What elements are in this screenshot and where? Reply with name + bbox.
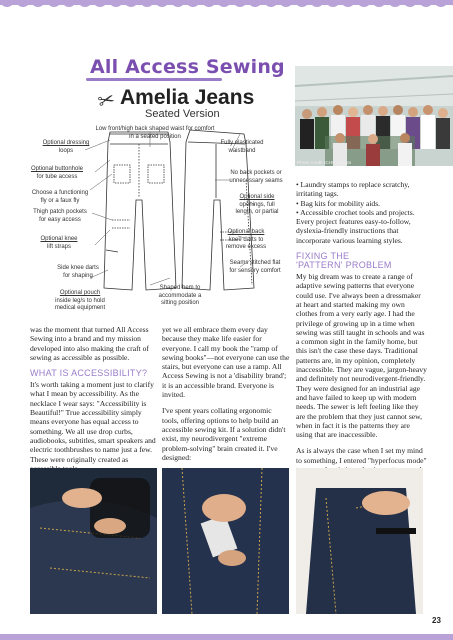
heading-pattern-problem: FIXING THE 'PATTERN' PROBLEM — [296, 251, 392, 271]
scallop-dot — [93, 0, 107, 7]
diagram-title: Amelia Jeans — [120, 86, 255, 109]
label-hem: Shaped hem to accommodate a sitting position — [158, 285, 202, 306]
label-buttonhole: Optional buttonhole for tube access — [30, 166, 84, 180]
label-side-knee-darts: Side knee darts for shaping — [57, 265, 99, 279]
scallop-dot — [419, 0, 433, 7]
column-1 — [30, 325, 158, 480]
scallop-dot — [233, 0, 247, 7]
bottom-strip — [0, 634, 453, 640]
scallop-dot — [310, 0, 324, 7]
scallop-dot — [47, 0, 61, 7]
scallop-dot — [0, 0, 14, 7]
label-thigh-pockets: Thigh patch pockets for easy access — [33, 209, 87, 223]
photo-jeans-3 — [296, 468, 423, 614]
col3-bullet4: • Accessible crochet tools and projects. — [296, 207, 415, 217]
label-fly: Choose a functioning fly or a faux fly — [31, 190, 89, 204]
col2-p1: yet we all embrace them every day because they make life easier for everyone. I call my book the "ramp of sewing books"—not everyone can use the stairs, but everyone can use a ramp. All Access Sewing is not a 'disability brand'; it is an accessible brand. Everyone is invited. — [162, 325, 290, 400]
scallop-dot — [202, 0, 216, 7]
scissors-icon: ✂ — [95, 88, 118, 114]
page-number: 23 — [432, 616, 441, 625]
scallop-dot — [450, 0, 453, 7]
scallop-dot — [186, 0, 200, 7]
brand-logo: All Access Sewing — [90, 56, 285, 78]
label-dressing-loops: Optional dressing loops — [42, 140, 90, 154]
scallop-dot — [279, 0, 293, 7]
column-3 — [296, 180, 428, 481]
label-seams: Seams stitched flat for sensory comfort — [229, 260, 281, 274]
label-side-openings: Optional side openings, full length, or partial — [235, 194, 279, 215]
photo-jeans-1 — [30, 468, 157, 614]
photo-credit: Photo credit ICHF Events — [297, 161, 352, 166]
diagram-subtitle: Seated Version — [145, 108, 220, 120]
scallop-dot — [295, 0, 309, 7]
col3-bullet3: • Bag kits for mobility aids. — [296, 198, 381, 208]
scallop-dot — [264, 0, 278, 7]
scallop-dot — [62, 0, 76, 7]
scallop-dot — [357, 0, 371, 7]
scallop-dot — [31, 0, 45, 7]
scallop-dot — [403, 0, 417, 7]
label-back-knee-darts: Optional back knee darts to remove excess — [225, 229, 267, 250]
group-photo — [295, 66, 453, 166]
col3-bullet2: • Laundry stamps to replace scratchy, irritating tags. — [296, 180, 410, 199]
label-waist: Low front/high back shaped waist for comfort in a seated position — [95, 126, 215, 140]
heading-accessibility: WHAT IS ACCESSIBILITY? — [30, 368, 148, 379]
photo-jeans-2 — [162, 468, 289, 614]
label-back-pockets: No back pockets or unnecessary seams — [229, 170, 283, 184]
scallop-dot — [217, 0, 231, 7]
col3-p3: As is always the case when I set my mind to something, I entered "hyperfocus mode" — [296, 446, 427, 465]
scallop-dot — [171, 0, 185, 7]
col3-p1: Every project features easy-to-follow, dyslexia-friendly instructions that incorporate various learning styles. — [296, 217, 411, 245]
col1-intro: was the moment that turned All Access Sewing into a brand and my mission developed into also making the craft of sewing as accessible as possible. — [30, 325, 149, 362]
scallop-dot — [16, 0, 30, 7]
scallop-dot — [109, 0, 123, 7]
scallop-dot — [326, 0, 340, 7]
col2-p2: I've spent years collating ergonomic tools, offering options to help build an accessible sewing kit. If a solution didn't exist, my neurodivergent "extreme problem-solving" brain created it. I've designed: — [162, 406, 286, 462]
label-pouch: Optional pouch inside leg/s to hold medical equipment — [54, 290, 106, 311]
scallop-border — [0, 0, 453, 12]
front-jeans-outline — [104, 132, 176, 290]
label-elastic-waist: Fully elasticated waistband — [220, 140, 264, 154]
scallop-dot — [372, 0, 386, 7]
col3-p2: My big dream was to create a range of adaptive sewing patterns that everyone could use. I've always been a dressmaker at heart and started making my own clothes from a very early age. I had the privilege of growing up in a time when sewing was still taught in schools and was a common sight in the family home, but this isn't the case these days. Traditional patterns are, in my opinion, completely inaccessible. They are vague, jargon-heavy and definitely not neurodivergent-friendly. They were designed for an industrial age and have failed to keep up with modern needs. The sewer is left feeling like they are the problem that they just cannot sew, when in fact it is the patterns they are using that are inaccessible. — [296, 272, 427, 440]
scallop-dot — [155, 0, 169, 7]
scallop-dot — [140, 0, 154, 7]
logo-underline — [86, 78, 222, 81]
scallop-dot — [341, 0, 355, 7]
label-knee-straps: Optional knee lift straps — [40, 236, 78, 250]
col1-body: It's worth taking a moment just to clarify what I mean by accessibility. As the necklace I wear says: "Accessibility is Beautiful!" True accessibility simply means everyone has equal access to something. We all use drop curbs, audiobooks, subtitles, smart speakers and electric toothbrushes to name just a few. These were originally created as — [30, 380, 156, 464]
scallop-dot — [434, 0, 448, 7]
scallop-dot — [248, 0, 262, 7]
scallop-dot — [388, 0, 402, 7]
scallop-dot — [124, 0, 138, 7]
scallop-dot — [78, 0, 92, 7]
